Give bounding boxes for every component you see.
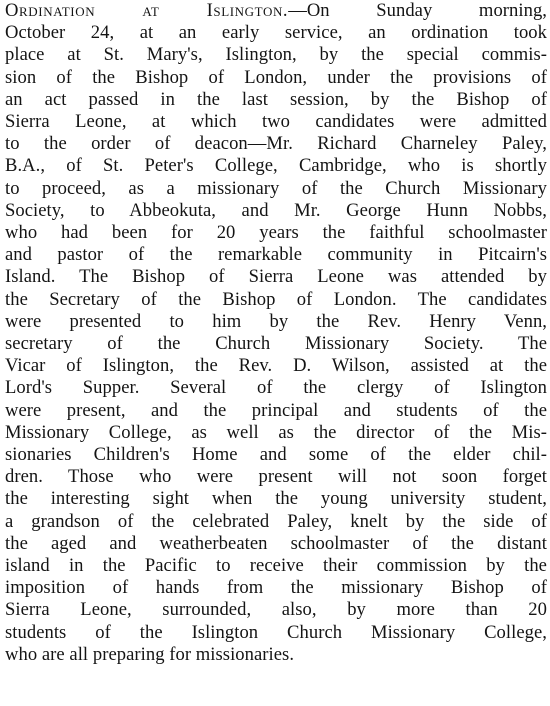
article-line-21: sionaries Children's Home and some of the elder chil- (5, 444, 547, 465)
article-line-7: to the order of deacon—Mr. Richard Charneley Paley, (5, 133, 547, 155)
article-line-10: Society, to Abbeokuta, and Mr. George Hunn Nobbs, (5, 199, 547, 221)
article-line-20: Missionary College, as well as the director of the Mis- (5, 421, 547, 443)
article-line-27: imposition of hands from the missionary Bishop of (5, 577, 547, 599)
article-line-8: B.A., of St. Peter's College, Cambridge, who is shortly (5, 155, 547, 177)
article-line-4: sion of the Bishop of London, under the provisions of (5, 66, 547, 88)
article-line-14: the Secretary of the Bishop of London. The candidates (5, 288, 547, 310)
article-line-2: October 24, at an early service, an ordination took (5, 22, 547, 44)
article-line-13: Island. The Bishop of Sierra Leone was attended by (5, 266, 547, 288)
article-line-11: who had been for 20 years the faithful schoolmaster (5, 222, 547, 243)
article-line-29: students of the Islington Church Missionary College, (5, 621, 547, 643)
article-line-26: island in the Pacific to receive their commission by the (5, 555, 547, 576)
article-line-18: Lord's Supper. Several of the clergy of Islington (5, 377, 547, 399)
article-line-1 (5, 0, 547, 22)
article-line-30: who are all preparing for missionaries. (5, 643, 295, 665)
article-line-17: Vicar of Islington, the Rev. D. Wilson, assisted at the (5, 355, 547, 377)
article-line-9: to proceed, as a missionary of the Church Missionary (5, 177, 547, 199)
article-line-19: were present, and the principal and students of the (5, 399, 547, 421)
article-line-22: dren. Those who were present will not soon forget (5, 466, 547, 488)
article-line-28: Sierra Leone, surrounded, also, by more than 20 (5, 599, 547, 621)
article-line-16: secretary of the Church Missionary Society. The (5, 333, 547, 354)
article-line-15: were presented to him by the Rev. Henry Venn, (5, 310, 547, 332)
article-line-6: Sierra Leone, at which two candidates were admitted (5, 111, 547, 132)
article-line-25: the aged and weatherbeaten schoolmaster of the distant (5, 532, 547, 554)
article-line-24: a grandson of the celebrated Paley, knelt by the side of (5, 510, 547, 532)
article-line-12: and pastor of the remarkable community in Pitcairn's (5, 244, 547, 266)
article-line-3: place at St. Mary's, Islington, by the special commis- (5, 44, 547, 66)
article-line-23: the interesting sight when the young university student, (5, 488, 547, 510)
article-heading: Ordination at Islington. (5, 0, 289, 21)
article-line-5: an act passed in the last session, by the Bishop of (5, 88, 547, 110)
article-line-1-text: —On Sunday morning, (288, 0, 547, 21)
